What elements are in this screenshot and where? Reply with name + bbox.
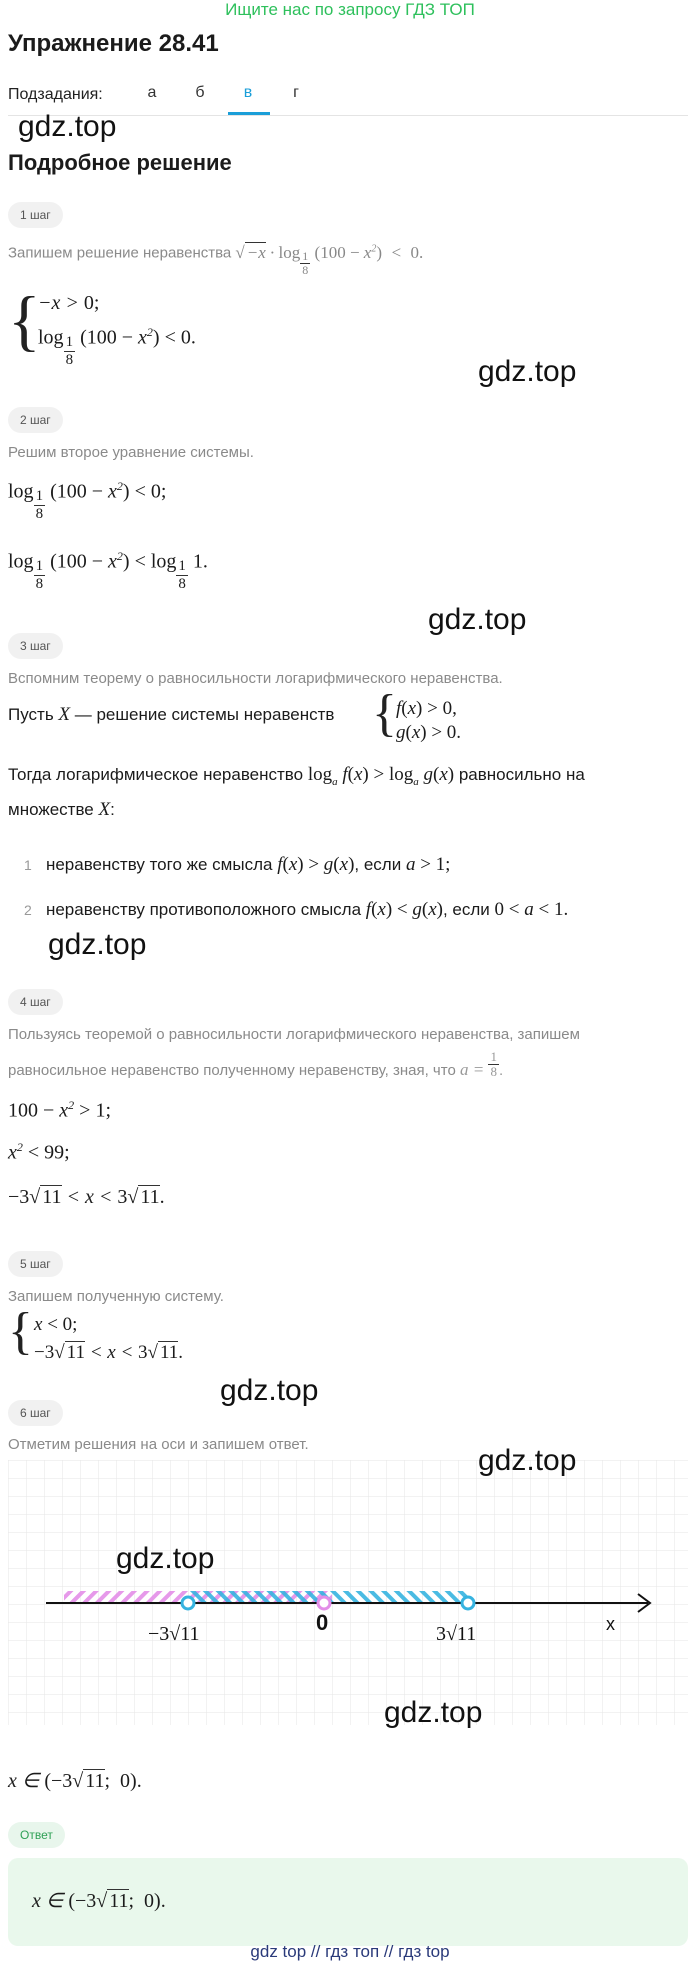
list-number: 2 [24,902,32,918]
page-title: Упражнение 28.41 [8,30,219,57]
step-5-text: Запишем полученную систему. [8,1288,224,1305]
step-1-text: Запишем решение неравенства √ −x · log $\frac{1}{8}$ $(100 - x^2) < 0$. [8,242,424,278]
watermark: gdz.top [220,1374,319,1407]
subtask-tab-b[interactable]: б [195,84,205,101]
step-3-set: множестве X: [8,799,115,820]
watermark: gdz.top [478,355,577,388]
step-3-then-after: равносильно на [458,765,585,784]
promo-banner[interactable]: Ищите нас по запросу ГДЗ ТОП [225,0,475,19]
step-3-list-item-1: 1 неравенству того же смысла f(x) > g(x), если a > 1; [24,854,451,875]
section-title: Подробное решение [8,150,232,175]
label-left: −3√11 [148,1623,200,1645]
step-4-eq-2: $x^2 < 99$; [8,1140,70,1164]
answer-line: x ∈ (−3√ 11; 0). [8,1770,142,1792]
label-right: 3√11 [436,1623,477,1645]
footer-links[interactable]: gdz top // гдз топ // гдз top [250,1942,450,1961]
step-2-eq-2: log $\frac{1}{8}$ $(100 - x^2) < \log$ $\frac{1}{8}$ 1. [8,548,208,592]
step-badge-3: 3 шаг [8,633,63,659]
step-3-then-word: Тогда логарифмическое неравенство [8,765,304,784]
subtasks-label: Подзадания: [8,86,103,103]
step-badge-1: 1 шаг [8,202,63,228]
step-3-let-after: — решение системы неравенств [74,705,335,724]
subtask-tab-v[interactable]: в [243,84,253,101]
subtask-tab-a[interactable]: а [147,84,157,101]
step-4-eq-3: −3√ 11 < x < 3√ 11. [8,1186,165,1208]
step-3-list-item-2: 2 неравенству противоположного смысла f(x) < g(x), если 0 < a < 1. [24,899,569,920]
step-3-text: Вспомним теорему о равносильности логарифмического неравенства. [8,670,503,687]
watermark: gdz.top [384,1696,483,1729]
label-zero: 0 [316,1610,329,1635]
watermark: gdz.top [478,1444,577,1477]
step-badge-4: 4 шаг [8,989,63,1015]
step-badge-6: 6 шаг [8,1400,63,1426]
point-left [182,1597,194,1609]
step-3-then: Тогда логарифмическое неравенство $\log_a f(x) > \log_a g(x)$ равносильно на [8,764,585,788]
point-right [462,1597,474,1609]
step-2-text: Решим второе уравнение системы. [8,444,254,461]
list-number: 1 [24,857,32,873]
label-x: x [606,1614,615,1634]
point-zero [318,1597,330,1609]
step-4-eq-1: $100 - x^2 > 1$; [8,1098,112,1122]
step-3-let: Пусть X — решение системы неравенств [8,704,335,725]
number-line-figure [8,1460,688,1725]
watermark: gdz.top [116,1542,215,1575]
step-4-line-1: Пользуясь теоремой о равносильности логарифмического неравенства, запишем [8,1026,580,1043]
list-item-text: неравенству противоположного смысла [45,900,362,919]
answer-badge: Ответ [8,1822,65,1848]
watermark: gdz.top [48,928,147,961]
step-3-let-word: Пусть [8,705,54,724]
watermark: gdz.top [18,110,117,143]
step-4-line-2-text: равносильное неравенство полученному неравенству, зная, что [8,1061,456,1079]
subtask-tab-g[interactable]: г [293,84,299,101]
list-item-cond: , если [354,855,402,874]
answer-box: x ∈ (−3√ 11; 0). [8,1858,688,1946]
watermark: gdz.top [428,603,527,636]
list-item-cond: , если [442,900,490,919]
step-6-text: Отметим решения на оси и запишем ответ. [8,1436,309,1453]
step-badge-2: 2 шаг [8,407,63,433]
list-item-text: неравенству того же смысла [45,855,273,874]
step-3-set-word: множестве [8,800,94,819]
step-badge-5: 5 шаг [8,1251,63,1277]
step-2-eq-1: log $\frac{1}{8}$ $(100 - x^2) < 0$; [8,478,167,522]
step-1-label: Запишем решение неравенства [8,244,232,262]
step-4-line-2: равносильное неравенство полученному неравенству, зная, что a = $\frac{1}{8}$ . [8,1049,504,1080]
